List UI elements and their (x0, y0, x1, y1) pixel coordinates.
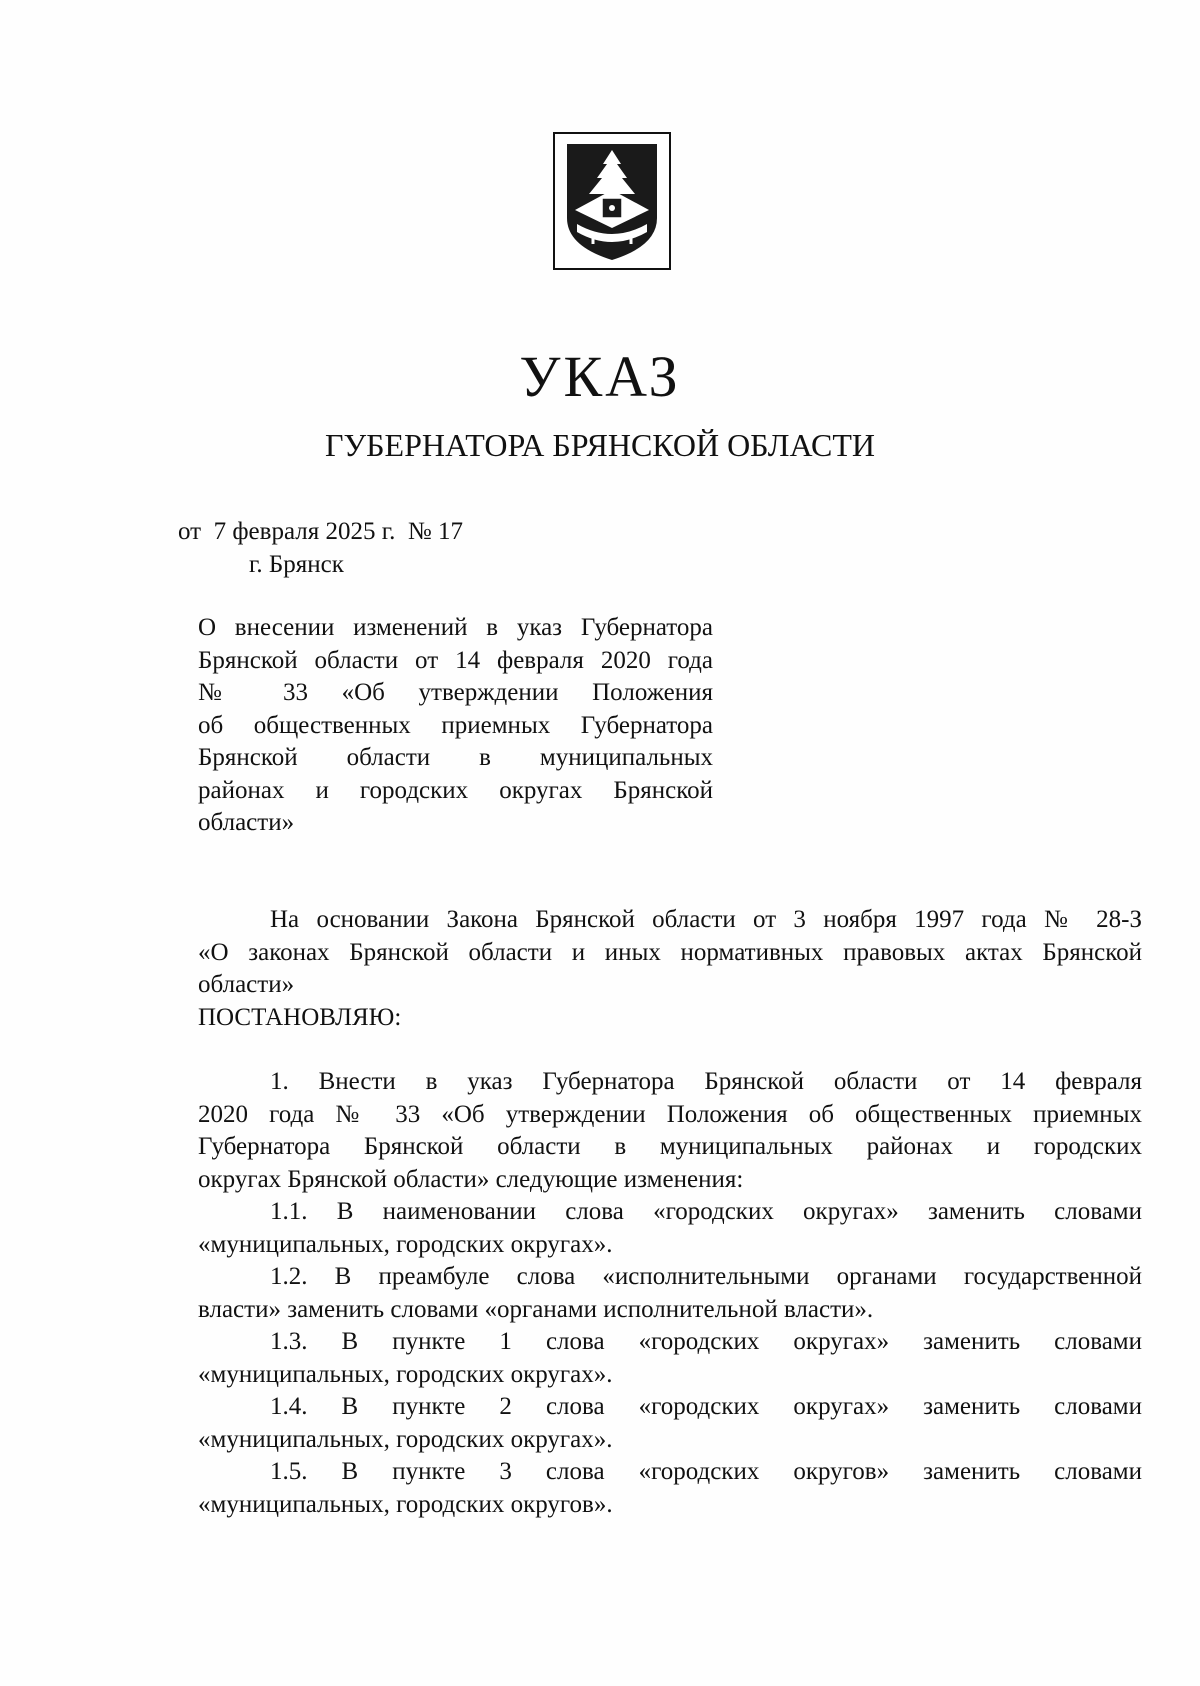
item-1-1-paragraph (198, 1196, 1142, 1261)
item-1-4-paragraph (198, 1391, 1142, 1456)
item-1-5-line: «муниципальных, городских округов». (198, 1490, 613, 1518)
item-1-5-line: 1.5. В пункте 3 слова «городских округов» заменить словами (270, 1458, 1142, 1485)
item-1-4-line: «муниципальных, городских округах». (198, 1425, 613, 1453)
subject-line: Брянской области от 14 февраля 2020 года (198, 646, 713, 674)
subject-line: районах и городских округах Брянской (198, 776, 713, 804)
item-1-1-line: «муниципальных, городских округах». (198, 1230, 613, 1258)
subject-line: Брянской области в муниципальных (198, 744, 713, 771)
basis-paragraph (198, 904, 1142, 1002)
item-1-2-line: власти» заменить словами «органами исполнительной власти». (198, 1295, 874, 1323)
basis-line: области» (198, 971, 295, 998)
item-1-line: 2020 года № 33 «Об утверждении Положения об общественных приемных (198, 1100, 1142, 1128)
basis-line: На основании Закона Брянской области от 3 ноября 1997 года № 28-З (270, 906, 1142, 933)
item-1-3-line: «муниципальных, городских округах». (198, 1360, 613, 1388)
item-1-3-line: 1.3. В пункте 1 слова «городских округах» заменить словами (270, 1328, 1142, 1355)
item-1-4-line: 1.4. В пункте 2 слова «городских округах» заменить словами (270, 1393, 1142, 1420)
document-date-number: от 7 февраля 2025 г. № 17 (178, 518, 464, 545)
document-city: г. Брянск (249, 551, 344, 578)
subject-line: № 33 «Об утверждении Положения (198, 679, 713, 706)
item-1-5-paragraph (198, 1456, 1142, 1521)
item-1-2-paragraph (198, 1261, 1142, 1326)
decree-word (198, 1002, 1142, 1035)
item-1-line: округах Брянской области» следующие изменения: (198, 1165, 744, 1193)
item-1-2-line: 1.2. В преамбуле слова «исполнительными органами государственной (270, 1263, 1142, 1290)
item-1-line: 1. Внести в указ Губернатора Брянской области от 14 февраля (270, 1068, 1142, 1095)
item-1-paragraph (198, 1066, 1142, 1196)
basis-line: «О законах Брянской области и иных нормативных правовых актах Брянской (198, 938, 1142, 966)
subject-line: об общественных приемных Губернатора (198, 711, 713, 739)
subject-line: области» (198, 809, 295, 836)
item-1-line: Губернатора Брянской области в муниципальных районах и городских (198, 1133, 1142, 1160)
subject-line: О внесении изменений в указ Губернатора (198, 614, 713, 641)
document-subject (198, 612, 713, 840)
document-title: УКАЗ (519, 344, 681, 409)
document-subtitle: ГУБЕРНАТОРА БРЯНСКОЙ ОБЛАСТИ (325, 427, 875, 463)
item-1-1-line: 1.1. В наименовании слова «городских округах» заменить словами (270, 1198, 1142, 1225)
item-1-3-paragraph (198, 1326, 1142, 1391)
decree-word-text: ПОСТАНОВЛЯЮ: (198, 1004, 402, 1031)
coat-of-arms-icon (553, 132, 671, 270)
